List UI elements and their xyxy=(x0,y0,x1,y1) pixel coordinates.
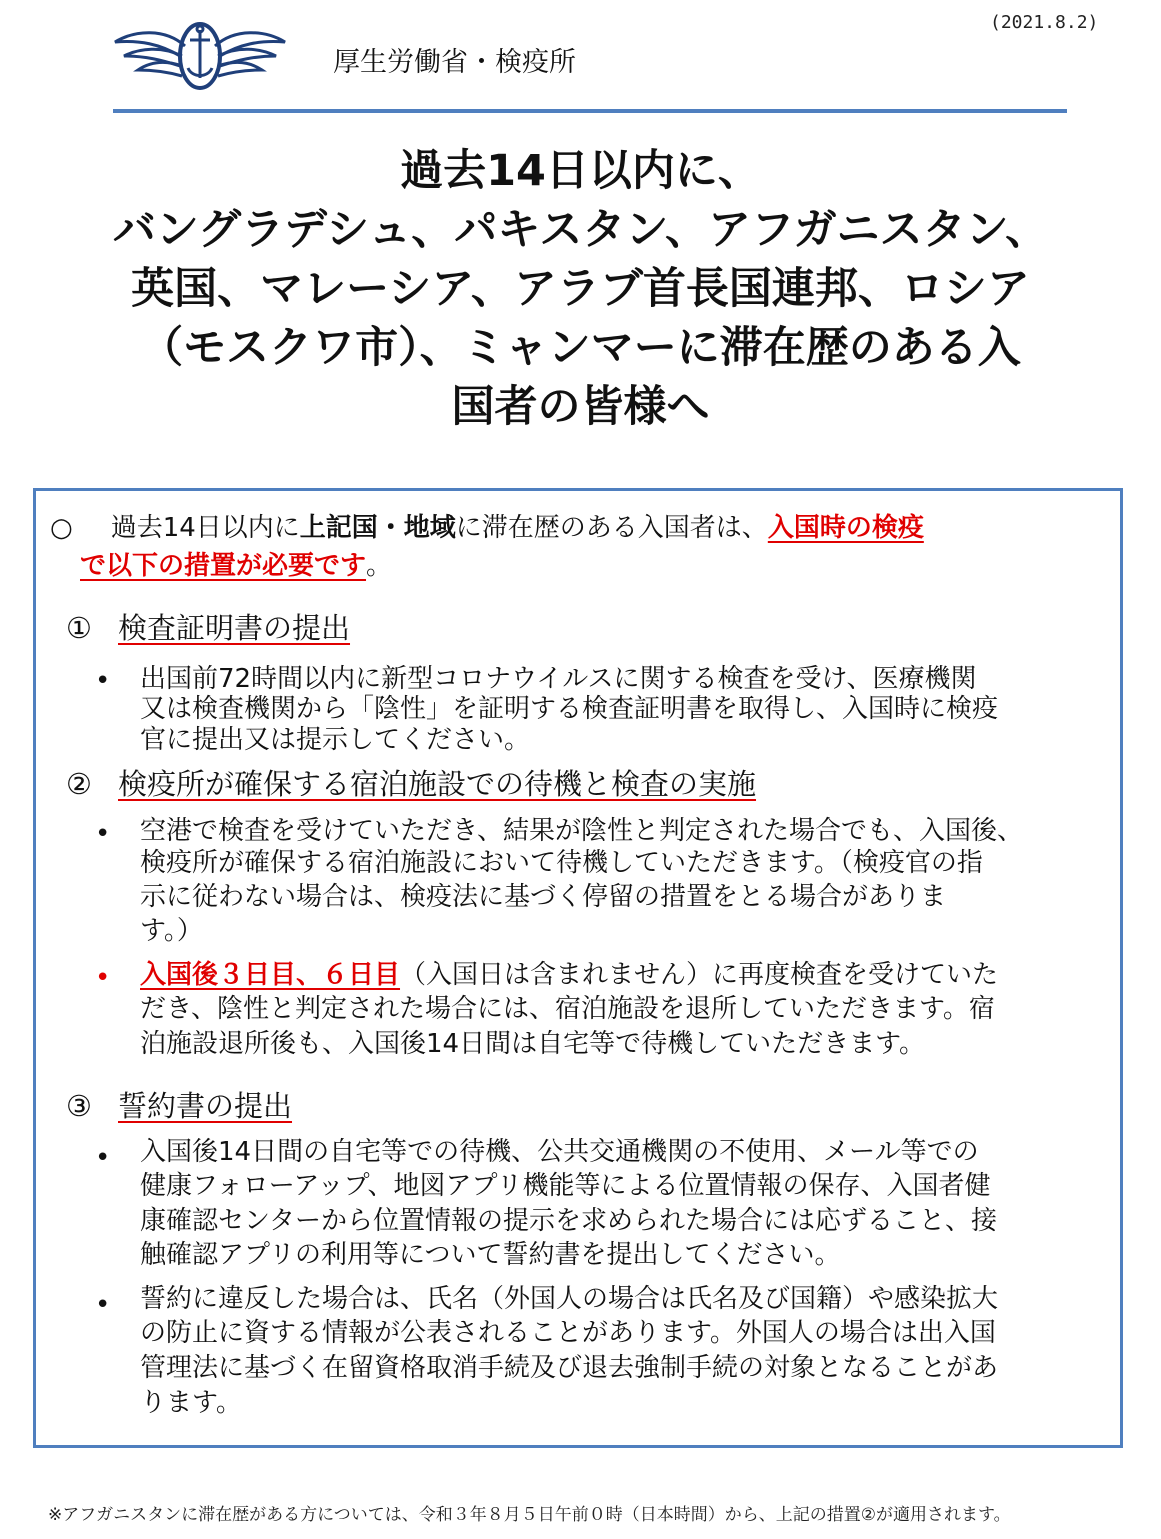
intro-emphasis-region: 上記国・地域 xyxy=(299,513,456,543)
ministry-name: 厚生労働省・検疫所 xyxy=(333,47,576,78)
bullet-line: 又は検査機関から「陰性」を証明する検査証明書を取得し、入国時に検疫 xyxy=(140,694,999,724)
bullet-line xyxy=(140,957,998,994)
bullet-line: 検疫所が確保する宿泊施設において待機していただきます。（検疫官の指 xyxy=(140,848,983,878)
page-title xyxy=(20,142,1141,437)
section-3-heading xyxy=(66,1088,292,1125)
bullet-marker: • xyxy=(95,666,111,696)
title-line: バングラデシュ、パキスタン、アフガニスタン、 xyxy=(112,205,1049,255)
bullet-line: の防止に資する情報が公表されることがあります。外国人の場合は出入国 xyxy=(140,1318,996,1348)
intro-text: 過去14日以内に xyxy=(110,513,300,543)
intro-emphasis-red: で以下の措置が必要です xyxy=(80,551,367,581)
bullet-line: 示に従わない場合は、検疫法に基づく停留の措置をとる場合がありま xyxy=(140,882,947,912)
bullet-emphasis-red: 入国後３日目、６日目 xyxy=(140,960,401,990)
title-line: （モスクワ市）、ミャンマーに滞在歴のある入 xyxy=(140,323,1021,373)
bullet-line: ります。 xyxy=(140,1388,242,1418)
intro-line-2 xyxy=(80,548,392,585)
bullet-line: す。） xyxy=(140,916,203,946)
bullet-line: だき、陰性と判定された場合には、宿泊施設を退所していただきます。宿 xyxy=(140,994,995,1024)
quarantine-emblem-icon xyxy=(110,16,290,94)
bullet-line: 康確認センターから位置情報の提示を求められた場合には応ずること、接 xyxy=(140,1206,997,1236)
bullet-line: 空港で検査を受けていただき、結果が陰性と判定された場合でも、入国後、 xyxy=(140,816,1023,846)
section-number: ③ xyxy=(66,1089,92,1123)
bullet-marker: • xyxy=(95,963,111,993)
intro-emphasis-red: 入国時の検疫 xyxy=(767,513,924,543)
bullet-marker: • xyxy=(95,1143,111,1173)
section-number: ① xyxy=(66,611,92,645)
footnote: ※アフガニスタンに滞在歴がある方については、令和３年８月５日午前０時（日本時間）から、上記の措置②が適用されます。 xyxy=(48,1505,1011,1525)
section-1-heading xyxy=(66,610,350,647)
intro-text: 。 xyxy=(366,551,393,581)
section-2-heading xyxy=(66,766,756,803)
bullet-text: （入国日は含まれません）に再度検査を受けていた xyxy=(400,960,999,990)
title-line: 国者の皆様へ xyxy=(451,382,710,432)
title-line: 英国、マレーシア、アラブ首長国連邦、ロシア xyxy=(131,264,1030,314)
title-line: 過去14日以内に、 xyxy=(400,146,761,196)
bullet-line: 触確認アプリの利用等について誓約書を提出してください。 xyxy=(140,1240,841,1270)
bullet-line: 泊施設退所後も、入国後14日間は自宅等で待機していただきます。 xyxy=(140,1029,926,1059)
intro-line-1 xyxy=(50,510,924,547)
section-title: 検査証明書の提出 xyxy=(118,611,351,645)
section-title: 誓約書の提出 xyxy=(118,1089,293,1123)
bullet-marker: • xyxy=(95,1290,111,1320)
bullet-line: 誓約に違反した場合は、氏名（外国人の場合は氏名及び国籍）や感染拡大 xyxy=(140,1284,999,1314)
bullet-line: 管理法に基づく在留資格取消手続及び退去強制手続の対象となることがあ xyxy=(140,1353,999,1383)
bullet-line: 出国前72時間以内に新型コロナウイルスに関する検査を受け、医療機関 xyxy=(140,664,977,694)
section-number: ② xyxy=(66,767,92,801)
bullet-line: 健康フォローアップ、地図アプリ機能等による位置情報の保存、入国者健 xyxy=(140,1171,991,1201)
bullet-line: 入国後14日間の自宅等での待機、公共交通機関の不使用、メール等での xyxy=(140,1137,979,1167)
intro-marker: ○ xyxy=(50,513,73,543)
section-title: 検疫所が確保する宿泊施設での待機と検査の実施 xyxy=(118,767,757,801)
intro-text: に滞在歴のある入国者は、 xyxy=(455,513,768,543)
bullet-marker: • xyxy=(95,819,111,849)
header-divider xyxy=(113,109,1067,113)
date-label: (2021.8.2) xyxy=(990,12,1099,33)
bullet-line: 官に提出又は提示してください。 xyxy=(140,725,531,755)
